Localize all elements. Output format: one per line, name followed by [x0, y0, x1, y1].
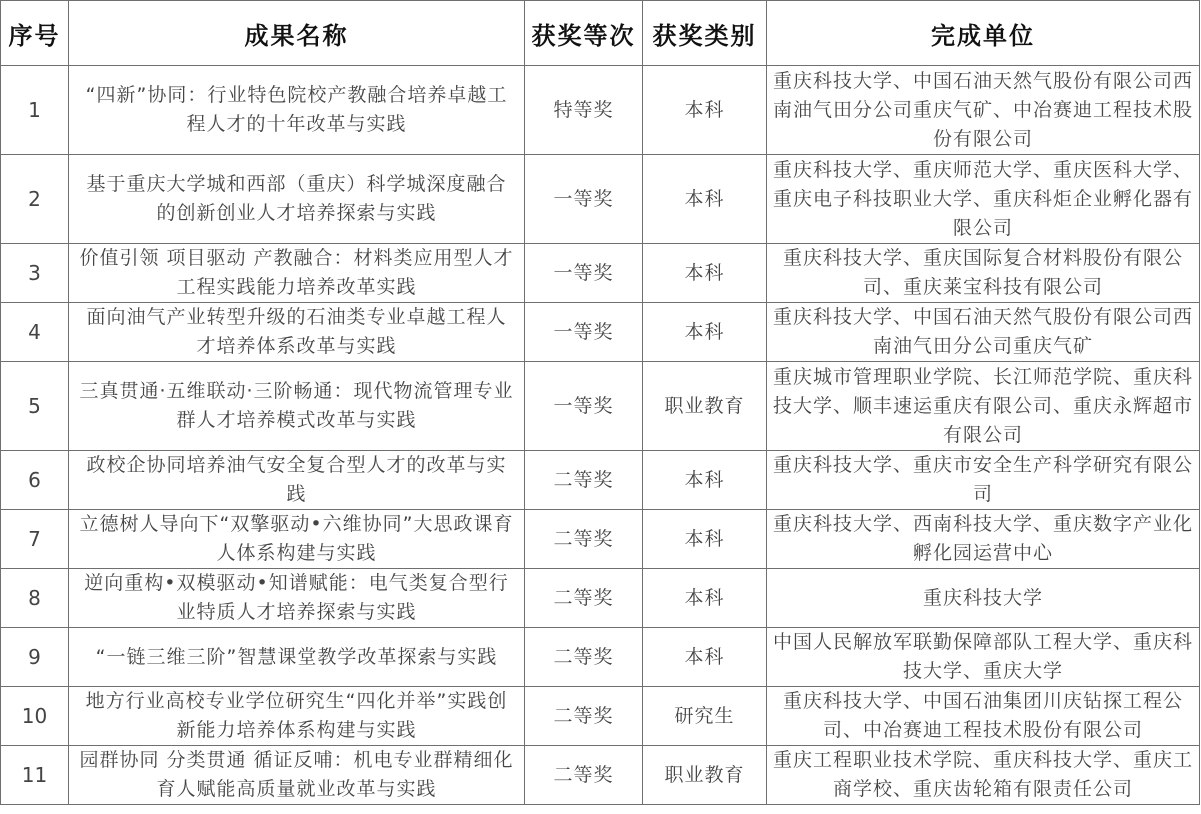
- row-completing-units: 重庆科技大学、重庆国际复合材料股份有限公司、重庆莱宝科技有限公司: [767, 244, 1200, 303]
- table-header: [1, 1, 1200, 66]
- row-award-category: 本科: [643, 303, 767, 362]
- row-award-level: 二等奖: [525, 687, 643, 746]
- row-completing-units: 重庆科技大学、重庆师范大学、重庆医科大学、重庆电子科技职业大学、重庆科炬企业孵化器有限公司: [767, 155, 1200, 244]
- row-award-level: 一等奖: [525, 303, 643, 362]
- header-completing-units: 完成单位: [767, 1, 1200, 66]
- row-achievement-name: 三真贯通·五维联动·三阶畅通：现代物流管理专业群人才培养模式改革与实践: [69, 362, 525, 451]
- row-completing-units: 重庆科技大学、中国石油天然气股份有限公司西南油气田分公司重庆气矿: [767, 303, 1200, 362]
- row-completing-units: 中国人民解放军联勤保障部队工程大学、重庆科技大学、重庆大学: [767, 628, 1200, 687]
- row-award-category: 职业教育: [643, 746, 767, 805]
- row-index: 5: [1, 362, 69, 451]
- header-index: 序号: [1, 1, 69, 66]
- row-award-level: 一等奖: [525, 244, 643, 303]
- row-award-level: 一等奖: [525, 362, 643, 451]
- row-index: 9: [1, 628, 69, 687]
- table-row: [1, 628, 1200, 687]
- row-index: 6: [1, 451, 69, 510]
- table-row: [1, 510, 1200, 569]
- row-award-category: 本科: [643, 66, 767, 155]
- row-index: 8: [1, 569, 69, 628]
- row-award-level: 二等奖: [525, 510, 643, 569]
- row-award-level: 特等奖: [525, 66, 643, 155]
- table-row: [1, 746, 1200, 805]
- row-award-category: 本科: [643, 451, 767, 510]
- row-award-level: 二等奖: [525, 569, 643, 628]
- table-row: [1, 155, 1200, 244]
- table-body: [1, 66, 1200, 805]
- row-index: 3: [1, 244, 69, 303]
- row-award-category: 本科: [643, 155, 767, 244]
- row-achievement-name: 园群协同 分类贯通 循证反哺：机电专业群精细化育人赋能高质量就业改革与实践: [69, 746, 525, 805]
- header-achievement-name: 成果名称: [69, 1, 525, 66]
- row-achievement-name: 面向油气产业转型升级的石油类专业卓越工程人才培养体系改革与实践: [69, 303, 525, 362]
- table-row: [1, 244, 1200, 303]
- row-achievement-name: 逆向重构•双模驱动•知谱赋能：电气类复合型行业特质人才培养探索与实践: [69, 569, 525, 628]
- row-completing-units: 重庆工程职业技术学院、重庆科技大学、重庆工商学校、重庆齿轮箱有限责任公司: [767, 746, 1200, 805]
- row-achievement-name: “四新”协同：行业特色院校产教融合培养卓越工程人才的十年改革与实践: [69, 66, 525, 155]
- row-achievement-name: 政校企协同培养油气安全复合型人才的改革与实践: [69, 451, 525, 510]
- row-index: 11: [1, 746, 69, 805]
- row-achievement-name: 立德树人导向下“双擎驱动•六维协同”大思政课育人体系构建与实践: [69, 510, 525, 569]
- table-row: [1, 66, 1200, 155]
- table-row: [1, 451, 1200, 510]
- row-index: 4: [1, 303, 69, 362]
- row-achievement-name: 地方行业高校专业学位研究生“四化并举”实践创新能力培养体系构建与实践: [69, 687, 525, 746]
- row-index: 10: [1, 687, 69, 746]
- row-award-category: 本科: [643, 244, 767, 303]
- row-award-category: 本科: [643, 569, 767, 628]
- row-award-level: 二等奖: [525, 451, 643, 510]
- row-award-level: 二等奖: [525, 746, 643, 805]
- table-row: [1, 569, 1200, 628]
- row-achievement-name: 价值引领 项目驱动 产教融合：材料类应用型人才工程实践能力培养改革实践: [69, 244, 525, 303]
- row-index: 1: [1, 66, 69, 155]
- row-award-category: 研究生: [643, 687, 767, 746]
- row-award-category: 本科: [643, 628, 767, 687]
- header-award-level: 获奖等次: [525, 1, 643, 66]
- row-award-level: 一等奖: [525, 155, 643, 244]
- header-award-category: 获奖类别: [643, 1, 767, 66]
- row-completing-units: 重庆科技大学、重庆市安全生产科学研究有限公司: [767, 451, 1200, 510]
- table-row: [1, 687, 1200, 746]
- row-completing-units: 重庆科技大学、西南科技大学、重庆数字产业化孵化园运营中心: [767, 510, 1200, 569]
- row-award-category: 本科: [643, 510, 767, 569]
- row-completing-units: 重庆科技大学: [767, 569, 1200, 628]
- row-award-category: 职业教育: [643, 362, 767, 451]
- row-completing-units: 重庆科技大学、中国石油集团川庆钻探工程公司、中冶赛迪工程技术股份有限公司: [767, 687, 1200, 746]
- row-index: 2: [1, 155, 69, 244]
- table-row: [1, 303, 1200, 362]
- row-index: 7: [1, 510, 69, 569]
- row-achievement-name: 基于重庆大学城和西部（重庆）科学城深度融合的创新创业人才培养探索与实践: [69, 155, 525, 244]
- table-row: [1, 362, 1200, 451]
- row-completing-units: 重庆科技大学、中国石油天然气股份有限公司西南油气田分公司重庆气矿、中冶赛迪工程技术股份有限公司: [767, 66, 1200, 155]
- row-completing-units: 重庆城市管理职业学院、长江师范学院、重庆科技大学、顺丰速运重庆有限公司、重庆永辉超市有限公司: [767, 362, 1200, 451]
- row-achievement-name: “一链三维三阶”智慧课堂教学改革探索与实践: [69, 628, 525, 687]
- header-row: [1, 1, 1200, 66]
- row-award-level: 二等奖: [525, 628, 643, 687]
